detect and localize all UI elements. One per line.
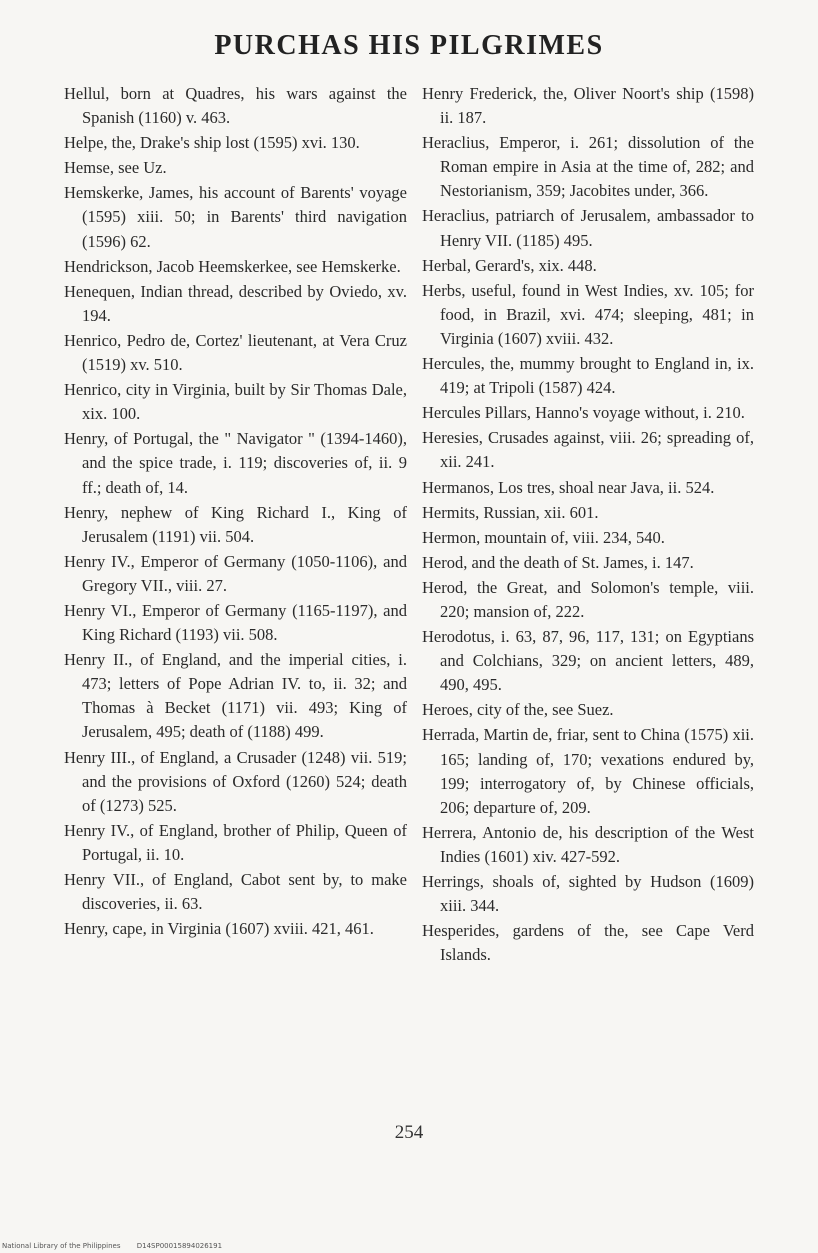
index-entry: Henry III., of England, a Crusader (1248) vii. 519; and the provisions of Oxford (1260) 524; death of (1273) 525. bbox=[64, 747, 407, 815]
index-entry: Henry, of Portugal, the " Navigator " (1394-1460), and the spice trade, i. 119; discoveries of, ii. 9 ff.; death of, 14. bbox=[64, 429, 407, 497]
scan-footer bbox=[2, 1242, 222, 1250]
index-entry: Hesperides, gardens of the, see Cape Verd Islands. bbox=[422, 921, 754, 965]
index-entry: Henry IV., of England, brother of Philip, Queen of Portugal, ii. 10. bbox=[64, 820, 407, 864]
index-column-left bbox=[64, 82, 407, 942]
index-entry: Herod, the Great, and Solomon's temple, viii. 220; mansion of, 222. bbox=[422, 577, 754, 621]
index-entry: Herrings, shoals of, sighted by Hudson (1609) xiii. 344. bbox=[422, 872, 754, 916]
index-entry: Henry VII., of England, Cabot sent by, to make discoveries, ii. 63. bbox=[64, 870, 407, 914]
index-entry: Henrico, Pedro de, Cortez' lieutenant, at Vera Cruz (1519) xv. 510. bbox=[64, 330, 407, 375]
index-entry: Heraclius, Emperor, i. 261; dissolution of the Roman empire in Asia at the time of, 282; and Nestorianism, 359; Jacobites under, 366. bbox=[422, 133, 754, 201]
library-name: National Library of the Philippines bbox=[2, 1242, 121, 1250]
index-entry: Henry, cape, in Virginia (1607) xviii. 421, 461. bbox=[64, 919, 374, 939]
index-entry: Hermanos, Los tres, shoal near Java, ii. 524. bbox=[422, 477, 715, 497]
index-entry: Henry Frederick, the, Oliver Noort's ship (1598) ii. 187. bbox=[422, 84, 754, 128]
index-entry: Herod, and the death of St. James, i. 147. bbox=[422, 552, 694, 572]
page-title: PURCHAS HIS PILGRIMES bbox=[214, 30, 604, 61]
index-entry: Henry IV., Emperor of Germany (1050-1106), and Gregory VII., viii. 27. bbox=[64, 551, 407, 595]
index-entry: Hellul, born at Quadres, his wars against the Spanish (1160) v. 463. bbox=[64, 84, 407, 128]
index-entry: Hermon, mountain of, viii. 234, 540. bbox=[422, 527, 665, 547]
index-entry: Henrico, city in Virginia, built by Sir Thomas Dale, xix. 100. bbox=[64, 380, 407, 424]
index-entry: Helpe, the, Drake's ship lost (1595) xvi. 130. bbox=[64, 133, 360, 153]
index-entry: Henry, nephew of King Richard I., King of Jerusalem (1191) vii. 504. bbox=[64, 502, 407, 546]
index-column-right bbox=[422, 82, 754, 968]
index-entry: Henequen, Indian thread, described by Oviedo, xv. 194. bbox=[64, 281, 407, 325]
index-entry: Heraclius, patriarch of Jerusalem, ambassador to Henry VII. (1185) 495. bbox=[422, 206, 754, 250]
scan-code: D14SP00015894026191 bbox=[136, 1242, 223, 1250]
index-entry: Henry VI., Emperor of Germany (1165-1197), and King Richard (1193) vii. 508. bbox=[64, 600, 407, 645]
index-entry: Hercules, the, mummy brought to England in, ix. 419; at Tripoli (1587) 424. bbox=[422, 354, 754, 398]
index-entry: Hercules Pillars, Hanno's voyage without, i. 210. bbox=[422, 403, 745, 423]
index-entry: Herrera, Antonio de, his description of the West Indies (1601) xiv. 427-592. bbox=[422, 822, 754, 866]
index-entry: Herbs, useful, found in West Indies, xv. 105; for food, in Brazil, xvi. 474; sleeping, 481; in Virginia (1607) xviii. 432. bbox=[422, 280, 754, 348]
index-entry: Hermits, Russian, xii. 601. bbox=[422, 502, 599, 522]
index-entry: Herrada, Martin de, friar, sent to China (1575) xii. 165; landing of, 170; vexations endured by, 199; interrogatory of, by Chinese officials, 206; departure of, 209. bbox=[422, 725, 754, 817]
index-entry: Hemse, see Uz. bbox=[64, 158, 167, 178]
index-entry: Heresies, Crusades against, viii. 26; spreading of, xii. 241. bbox=[422, 428, 754, 472]
index-entry: Herodotus, i. 63, 87, 96, 117, 131; on Egyptians and Colchians, 329; on ancient letters, 489, 490, 495. bbox=[422, 627, 754, 695]
index-entry: Hendrickson, Jacob Heemskerkee, see Hemskerke. bbox=[64, 256, 401, 276]
page-number: 254 bbox=[394, 1122, 424, 1143]
index-entry: Heroes, city of the, see Suez. bbox=[422, 700, 614, 720]
index-entry: Hemskerke, James, his account of Barents' voyage (1595) xiii. 50; in Barents' third navigation (1596) 62. bbox=[64, 183, 407, 251]
index-entry: Herbal, Gerard's, xix. 448. bbox=[422, 255, 597, 275]
index-entry: Henry II., of England, and the imperial cities, i. 473; letters of Pope Adrian IV. to, ii. 32; and Thomas à Becket (1171) vii. 493; King of Jerusalem, 495; death of (1188) 499. bbox=[64, 650, 407, 742]
